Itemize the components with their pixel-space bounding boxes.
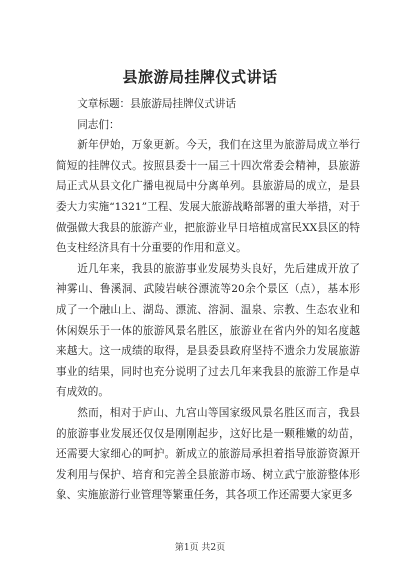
- paragraph-3: 然而，相对于庐山、九宫山等国家级风景名胜区而言，我县的旅游事业发展还仅仅是刚刚起步，这好比是一颗稚嫩的幼苗，还需要大家细心的呵护。新成立的旅游局承担着指导旅游资源开发利用与保护、培育和完善全县旅游市场、树立武宁旅游整体形象、实施旅游行业管理等繁重任务，其各项工作还需要大家更多: [56, 406, 360, 502]
- document-title: 县旅游局挂牌仪式讲话: [122, 68, 278, 86]
- paragraph-1: 新年伊始，万象更新。今天，我们在这里为旅游局成立举行简短的挂牌仪式。按照县委十一届三十四次常委会精神，县旅游局正式从县文化广播电视局中分离单列。县旅游局的成立，是县委大力实施“1321”工程、发展大旅游战略部署的重大举措，对于做强做大我县的旅游产业，把旅游业早日培植成富民XX县区的特色支柱经济具有十分重要的作用和意义。: [56, 139, 360, 255]
- paragraph-2: 近几年来，我县的旅游事业发展势头良好，先后建成开放了神雾山、鲁溪洞、武陵岩峡谷漂流等20余个景区（点），基本形成了一个融山上、湖岛、漂流、溶洞、温泉、宗教、生态农业和休闲娱乐于一体的旅游风景名胜区，旅游业在省内外的知名度越来越大。这一成绩的取得，是县委县政府坚持不遗余力发展旅游事业的结果，同时也充分说明了过去几年来我县的旅游工作是卓有成效的。: [56, 262, 360, 399]
- page-footer: 第1页 共2页: [174, 543, 226, 553]
- article-title-line: 文章标题：县旅游局挂牌仪式讲话: [77, 98, 237, 110]
- salutation: 同志们：: [77, 118, 120, 131]
- document-body: [56, 94, 360, 506]
